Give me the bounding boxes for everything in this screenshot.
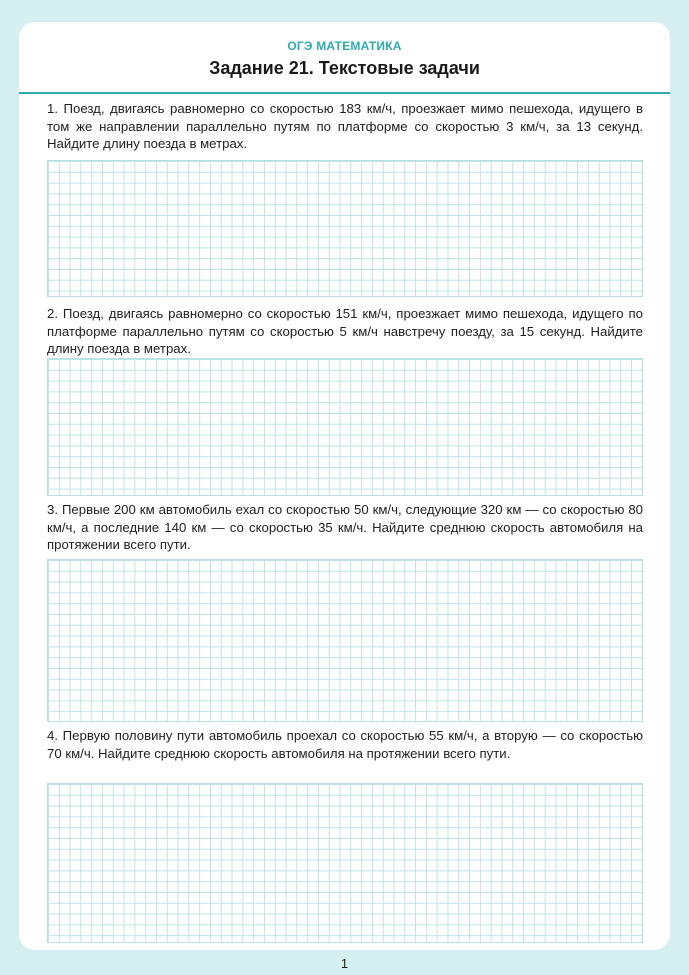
task-1-text: 1. Поезд, двигаясь равномерно со скоростью 183 км/ч, проезжает мимо пешехода, идущего в том же направлении параллельно путям по платформе со скоростью 3 км/ч, за 13 секунд. Найдите длину поезда в метрах.: [47, 101, 643, 151]
task-3-text: 3. Первые 200 км автомобиль ехал со скоростью 50 км/ч, следующие 320 км — со скоростью 80 км/ч, а последние 140 км — со скоростью 35 км/ч. Найдите среднюю скорость автомобиля на протяжении всего пути.: [47, 502, 643, 552]
task-4-answer-grid[interactable]: [47, 783, 643, 943]
task-3: [47, 501, 643, 555]
task-1: [47, 100, 643, 154]
task-2-answer-grid[interactable]: [47, 358, 643, 496]
header-divider: [19, 92, 670, 94]
page-number: 1: [340, 956, 349, 971]
task-2: [47, 305, 643, 359]
task-2-text: 2. Поезд, двигаясь равномерно со скоростью 151 км/ч, проезжает мимо пешехода, идущего по платформе параллельно путям со скоростью 5 км/ч навстречу поезду, за 15 секунд. Найдите длину поезда в метрах.: [47, 306, 643, 356]
task-3-answer-grid[interactable]: [47, 559, 643, 722]
task-4-text: 4. Первую половину пути автомобиль проехал со скоростью 55 км/ч, а вторую — со скоростью 70 км/ч. Найдите среднюю скорость автомобиля на протяжении всего пути.: [47, 728, 643, 761]
worksheet-page: [19, 22, 670, 950]
task-1-answer-grid[interactable]: [47, 160, 643, 297]
page-title: Задание 21. Текстовые задачи: [209, 58, 480, 78]
subject-label: ОГЭ МАТЕМАТИКА: [287, 39, 402, 53]
task-4: [47, 727, 643, 781]
worksheet-header: [19, 22, 670, 94]
